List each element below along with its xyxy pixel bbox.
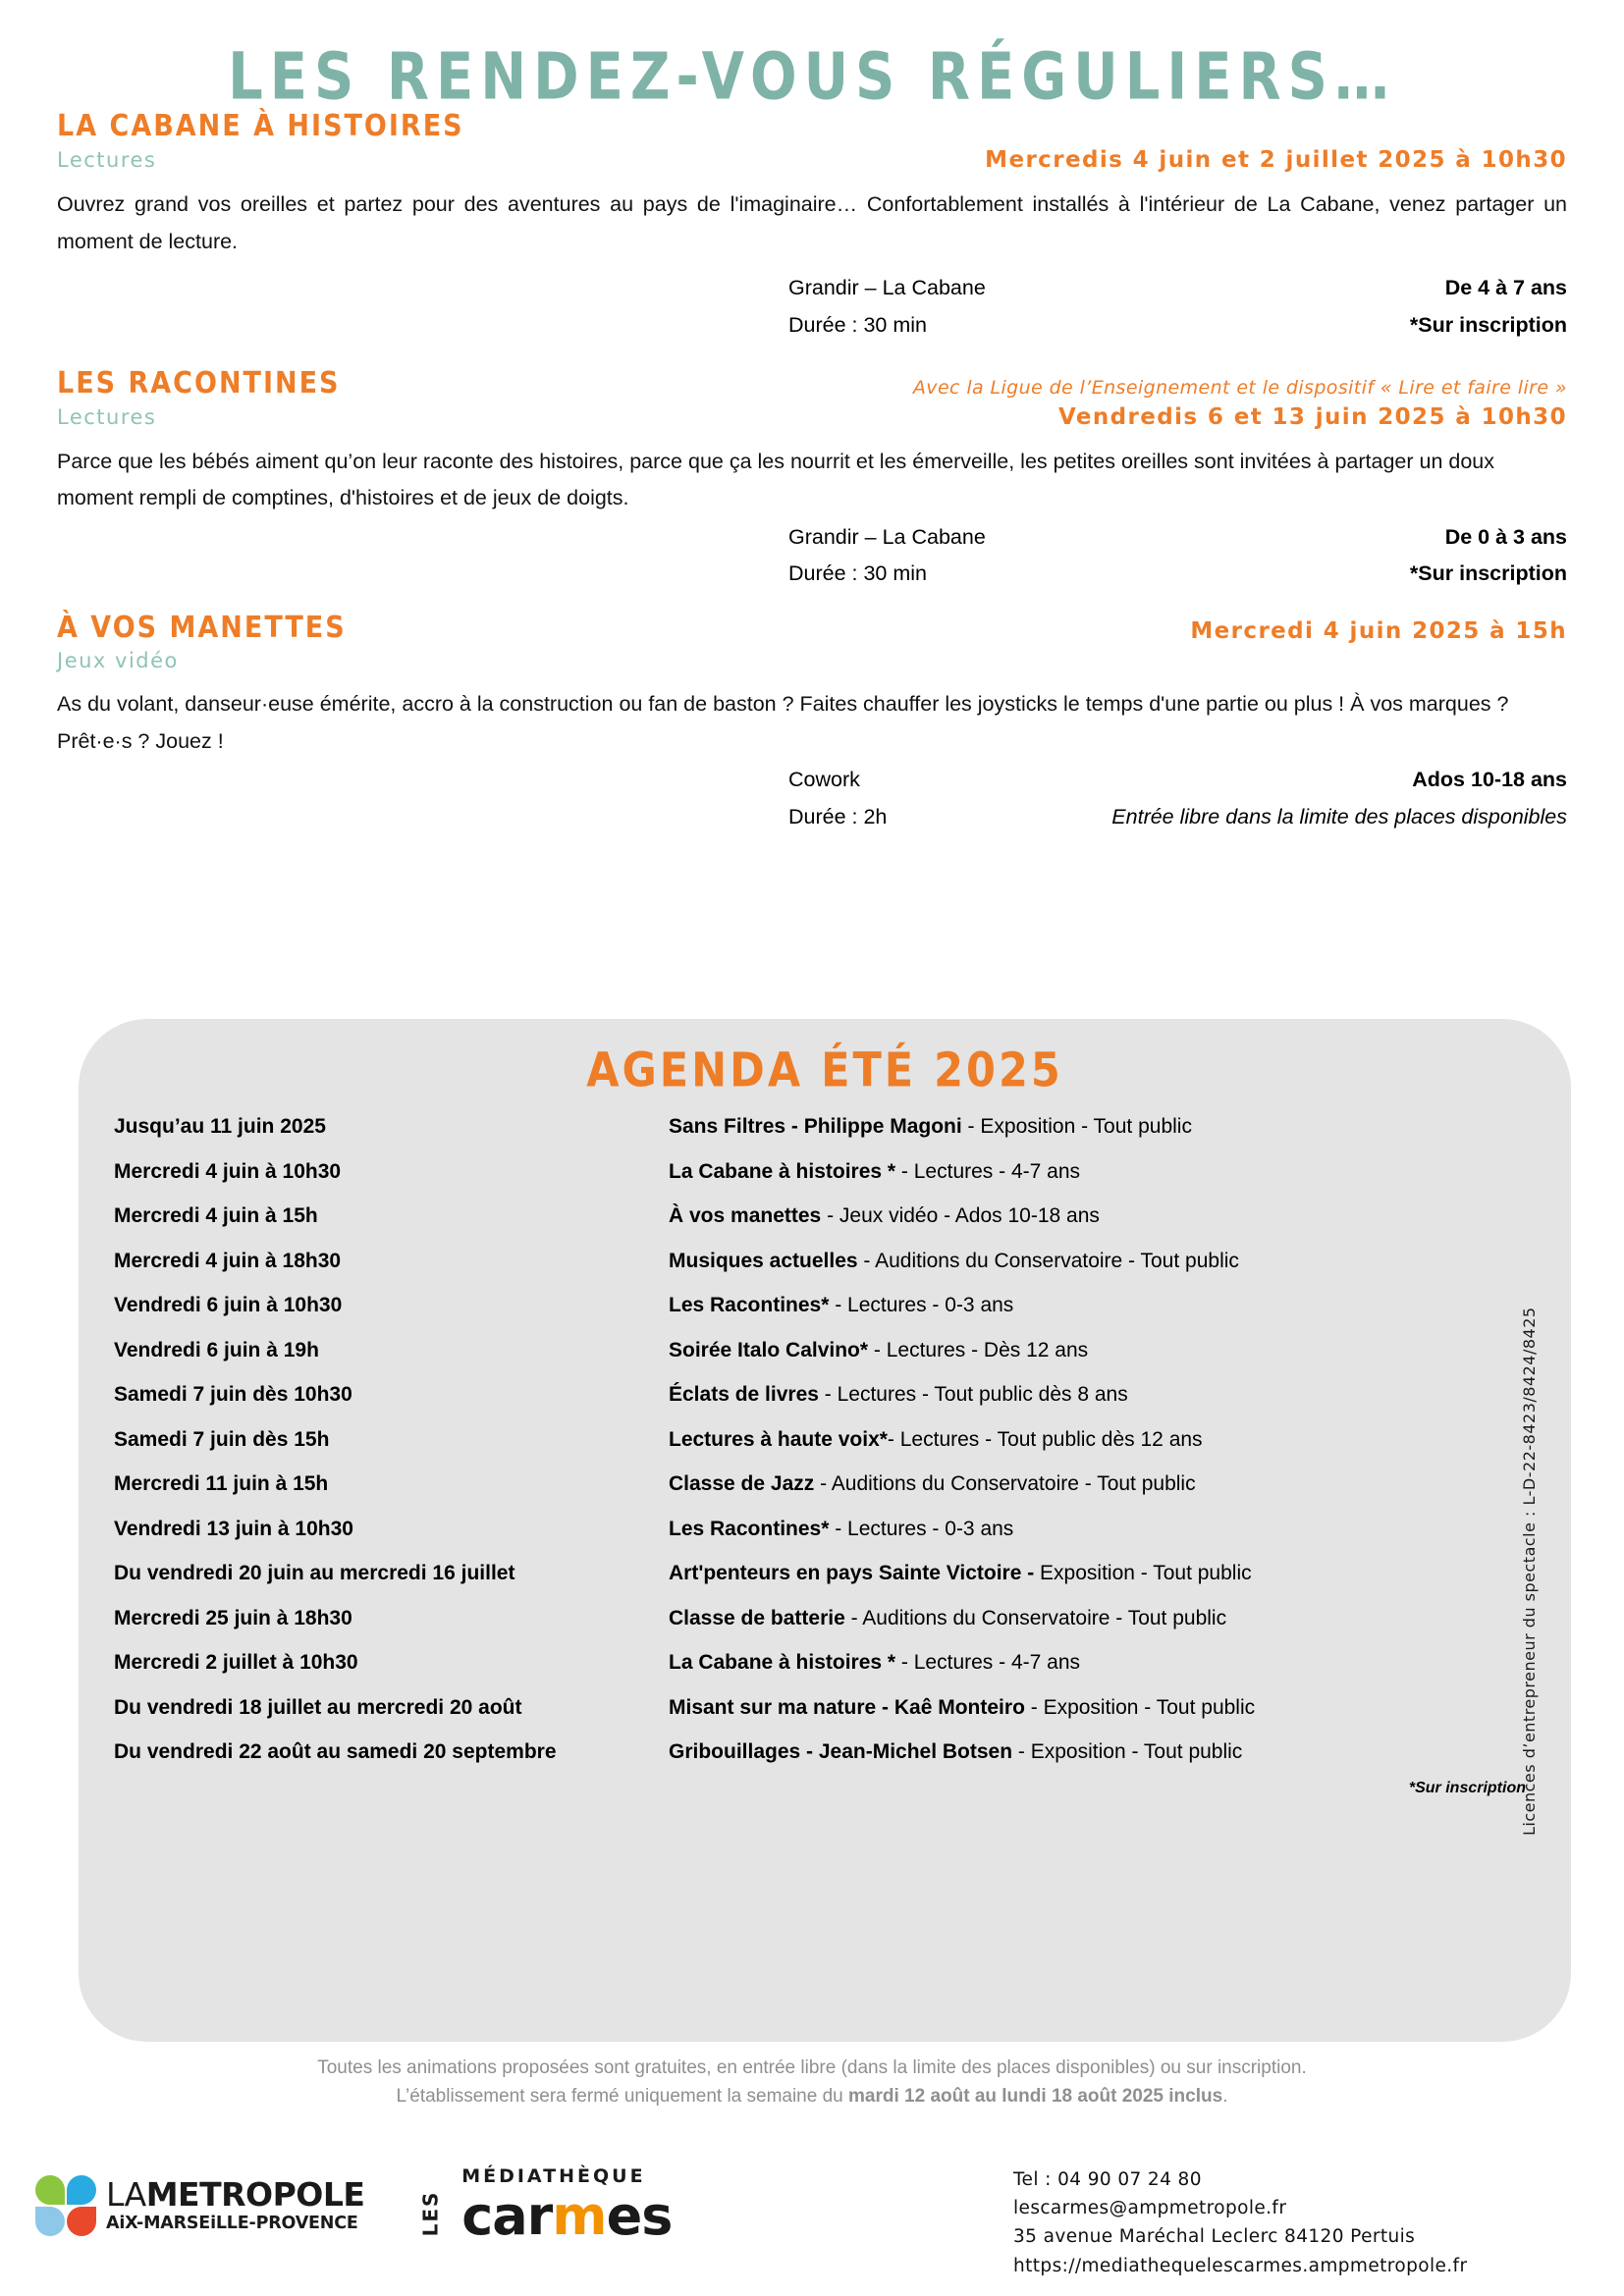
footer-logos xyxy=(35,2165,673,2247)
agenda-row-event-detail: - Lectures - Tout public dès 8 ans xyxy=(818,1383,1128,1406)
agenda-row xyxy=(114,1428,1542,1452)
section-meta-cabane xyxy=(57,270,1567,344)
metropole-la: LA xyxy=(106,2174,146,2214)
contact-website[interactable]: https://mediathequelescarmes.ampmetropole.fr xyxy=(1013,2255,1468,2276)
agenda-row-event-detail: - Auditions du Conservatoire - Tout public xyxy=(814,1472,1196,1495)
agenda-row-description xyxy=(669,1607,1542,1630)
section-type-racontines: Lectures xyxy=(57,404,157,429)
disclaimer-block xyxy=(0,2054,1624,2111)
agenda-row-event-name: Misant sur ma nature - Kaê Monteiro xyxy=(669,1695,1025,1719)
agenda-row-event-detail: - Auditions du Conservatoire - Tout public xyxy=(844,1606,1227,1629)
section-title-racontines: LES RACONTINES xyxy=(57,365,341,400)
agenda-row xyxy=(114,1383,1542,1407)
agenda-row-description xyxy=(669,1160,1542,1184)
agenda-row-event-detail: - Auditions du Conservatoire - Tout public xyxy=(857,1249,1239,1272)
agenda-row-event-detail: - Exposition - Tout public xyxy=(1024,1695,1256,1719)
meta-line-place xyxy=(57,762,1567,799)
section-title-manettes: À VOS MANETTES xyxy=(57,611,347,645)
meta-line-duration xyxy=(57,307,1567,345)
meta-line-duration xyxy=(57,556,1567,593)
agenda-row-event-name: Soirée Italo Calvino* xyxy=(669,1338,869,1362)
section-audience-cabane: De 4 à 7 ans xyxy=(1444,276,1567,300)
section-head-row xyxy=(57,109,1567,143)
agenda-row xyxy=(114,1607,1542,1630)
agenda-row-event-name: Éclats de livres xyxy=(669,1383,819,1406)
section-body-manettes: As du volant, danseur·euse émérite, accro à la construction ou fan de baston ? Faites chauffer les joysticks le temps d'une partie ou plus ! À vos marques ? Prêt·e·s ? Jouez ! xyxy=(57,692,1509,753)
agenda-row-event-detail: - Lectures - 4-7 ans xyxy=(895,1651,1081,1674)
agenda-row-event-detail: - Lectures - 0-3 ans xyxy=(829,1294,1014,1316)
section-duration-cabane: Durée : 30 min xyxy=(788,312,928,337)
agenda-row-event-name: Les Racontines* xyxy=(669,1294,830,1316)
section-sub-row xyxy=(57,404,1567,430)
carmes-les-label: LES xyxy=(418,2190,443,2237)
agenda-row-date: Du vendredi 20 juin au mercredi 16 juillet xyxy=(114,1562,515,1584)
agenda-row xyxy=(114,1115,1542,1139)
agenda-row-date: Mercredi 4 juin à 10h30 xyxy=(114,1159,342,1183)
section-place-cabane: Grandir – La Cabane xyxy=(788,276,986,300)
section-meta-manettes xyxy=(57,762,1567,835)
section-head-row xyxy=(57,365,1567,400)
disclaimer-closure-dates: mardi 12 août au lundi 18 août 2025 inclus xyxy=(848,2086,1223,2108)
agenda-row-date: Samedi 7 juin dès 10h30 xyxy=(114,1383,352,1406)
section-type-cabane: Lectures xyxy=(57,148,157,172)
agenda-row-description xyxy=(669,1383,1542,1407)
agenda-row-event-name: Sans Filtres - Philippe Magoni xyxy=(669,1115,962,1138)
agenda-row-description xyxy=(669,1250,1542,1273)
agenda-registration-note: *Sur inscription xyxy=(1408,1779,1526,1796)
carmes-part-m: m xyxy=(552,2185,607,2247)
agenda-row-date: Mercredi 4 juin à 15h xyxy=(114,1204,318,1227)
carmes-name xyxy=(461,2185,673,2247)
agenda-row-description xyxy=(669,1518,1542,1541)
meta-line-place xyxy=(57,519,1567,557)
metropole-region: AiX-MARSEiLLE-PROVENCE xyxy=(106,2213,358,2233)
agenda-row-event-name: Classe de Jazz xyxy=(669,1472,815,1495)
agenda-row-description xyxy=(669,1562,1542,1585)
agenda-row-date: Du vendredi 18 juillet au mercredi 20 août xyxy=(114,1695,522,1719)
rendezvous-section-cabane xyxy=(57,109,1567,345)
agenda-row xyxy=(114,1696,1542,1720)
disclaimer-prefix: L’établissement sera fermé uniquement la semaine du xyxy=(396,2086,849,2108)
section-body-cabane: Ouvrez grand vos oreilles et partez pour des aventures au pays de l'imaginaire… Confortablement installés à l'intérieur de La Cabane, venez partager un moment de lecture. xyxy=(57,192,1567,253)
agenda-row-date: Jusqu’au 11 juin 2025 xyxy=(114,1115,326,1138)
agenda-row xyxy=(114,1651,1542,1675)
agenda-row xyxy=(114,1740,1542,1764)
section-registration-cabane: *Sur inscription xyxy=(1409,312,1567,337)
section-sub-row xyxy=(57,649,1567,672)
agenda-row-event-name: Art'penteurs en pays Sainte Victoire - xyxy=(669,1562,1035,1584)
agenda-row-description xyxy=(669,1115,1542,1139)
agenda-row-event-detail: - Exposition - Tout public xyxy=(1012,1740,1243,1763)
carmes-mediatheque-label: MÉDIATHÈQUE xyxy=(461,2165,646,2187)
agenda-row-date: Samedi 7 juin dès 15h xyxy=(114,1427,330,1451)
agenda-row-date: Mercredi 11 juin à 15h xyxy=(114,1472,329,1495)
licence-text: Licences d’entrepreneur du spectacle : L-D-22-8423/8424/8425 xyxy=(1520,1307,1539,1836)
section-date-cabane: Mercredis 4 juin et 2 juillet 2025 à 10h30 xyxy=(985,147,1567,173)
agenda-row-event-name: Classe de batterie xyxy=(669,1606,845,1629)
rendezvous-section-racontines xyxy=(57,365,1567,594)
section-registration-racontines: *Sur inscription xyxy=(1409,561,1567,586)
section-place-manettes: Cowork xyxy=(788,768,860,792)
metropole-mark-red xyxy=(67,2207,96,2236)
agenda-row xyxy=(114,1160,1542,1184)
agenda-row-date: Du vendredi 22 août au samedi 20 septembre xyxy=(114,1740,557,1763)
agenda-row-event-detail: Exposition - Tout public xyxy=(1034,1562,1252,1584)
carmes-wordmark xyxy=(461,2165,673,2247)
section-date-racontines: Vendredis 6 et 13 juin 2025 à 10h30 xyxy=(1057,403,1567,430)
section-title-cabane: LA CABANE À HISTOIRES xyxy=(57,109,464,143)
agenda-row-event-detail: - Lectures - 4-7 ans xyxy=(895,1159,1081,1183)
disclaimer-line-2 xyxy=(0,2082,1624,2110)
metropole-mark-lightblue xyxy=(35,2207,65,2236)
agenda-row-description xyxy=(669,1696,1542,1720)
agenda-row xyxy=(114,1294,1542,1317)
carmes-part-es: es xyxy=(606,2185,673,2247)
agenda-row-description xyxy=(669,1740,1542,1764)
contact-email[interactable]: lescarmes@ampmetropole.fr xyxy=(1013,2198,1287,2219)
agenda-row-date: Vendredi 6 juin à 19h xyxy=(114,1338,319,1362)
agenda-row-event-name: La Cabane à histoires * xyxy=(669,1651,896,1674)
section-partner-racontines: Avec la Ligue de l’Enseignement et le dispositif « Lire et faire lire » xyxy=(912,376,1567,399)
agenda-row-event-detail: - Lectures - Tout public dès 12 ans xyxy=(887,1427,1203,1451)
agenda-row-date: Mercredi 4 juin à 18h30 xyxy=(114,1249,342,1272)
section-registration-manettes: Entrée libre dans la limite des places disponibles xyxy=(1111,804,1567,828)
metropole-mark-blue xyxy=(67,2175,96,2205)
agenda-row-description xyxy=(669,1339,1542,1362)
agenda-row xyxy=(114,1472,1542,1496)
agenda-row-date: Vendredi 13 juin à 10h30 xyxy=(114,1517,353,1540)
agenda-row xyxy=(114,1339,1542,1362)
agenda-row-date: Mercredi 25 juin à 18h30 xyxy=(114,1606,352,1629)
agenda-row xyxy=(114,1562,1542,1585)
agenda-row-event-name: Musiques actuelles xyxy=(669,1249,858,1272)
agenda-row-event-name: Les Racontines* xyxy=(669,1517,830,1540)
agenda-row-description xyxy=(669,1204,1542,1228)
section-body-racontines: Parce que les bébés aiment qu’on leur raconte des histoires, parce que ça les nourrit et les émerveille, les petites oreilles sont invitées à partager un doux moment rempli de comptines, d'histoires et de jeux de doigts. xyxy=(57,449,1495,510)
metropole-mark-icon xyxy=(35,2175,96,2236)
rendezvous-section-manettes xyxy=(57,611,1567,836)
contact-address: 35 avenue Maréchal Leclerc 84120 Pertuis xyxy=(1013,2226,1416,2248)
agenda-list xyxy=(79,1115,1571,1764)
agenda-row xyxy=(114,1518,1542,1541)
agenda-title: AGENDA ÉTÉ 2025 xyxy=(586,1042,1063,1098)
section-place-racontines: Grandir – La Cabane xyxy=(788,524,986,549)
meta-line-duration xyxy=(57,799,1567,836)
contact-phone: Tel : 04 90 07 24 80 xyxy=(1013,2169,1202,2190)
agenda-row-event-name: Gribouillages - Jean-Michel Botsen xyxy=(669,1740,1013,1763)
agenda-row-event-name: Lectures à haute voix* xyxy=(669,1427,888,1451)
agenda-panel xyxy=(79,1019,1571,2042)
section-date-manettes: Mercredi 4 juin 2025 à 15h xyxy=(1190,618,1567,644)
section-audience-racontines: De 0 à 3 ans xyxy=(1444,524,1567,549)
metropole-wordmark xyxy=(106,2174,365,2233)
carmes-logo xyxy=(407,2165,673,2247)
agenda-row-description xyxy=(669,1294,1542,1317)
agenda-row-event-detail: - Lectures - Dès 12 ans xyxy=(868,1338,1089,1362)
agenda-row xyxy=(114,1204,1542,1228)
metropole-logo xyxy=(35,2175,364,2236)
section-head-row xyxy=(57,611,1567,645)
metropole-mark-green xyxy=(35,2175,65,2205)
agenda-row-event-detail: - Exposition - Tout public xyxy=(961,1115,1192,1138)
page-title: LES RENDEZ-VOUS RÉGULIERS… xyxy=(228,39,1396,115)
agenda-row-date: Vendredi 6 juin à 10h30 xyxy=(114,1294,343,1316)
disclaimer-suffix: . xyxy=(1222,2086,1228,2108)
section-sub-row xyxy=(57,147,1567,173)
disclaimer-line-1: Toutes les animations proposées sont gratuites, en entrée libre (dans la limite des places disponibles) ou sur inscription. xyxy=(317,2057,1307,2078)
footer xyxy=(0,2160,1624,2287)
agenda-row-description xyxy=(669,1651,1542,1675)
agenda-row-description xyxy=(669,1472,1542,1496)
section-duration-manettes: Durée : 2h xyxy=(788,804,888,828)
contact-block xyxy=(1013,2165,1467,2280)
agenda-row-date: Mercredi 2 juillet à 10h30 xyxy=(114,1651,358,1674)
licence-vertical-text xyxy=(1520,579,1539,1836)
metropole-name xyxy=(106,2174,365,2214)
section-meta-racontines xyxy=(57,519,1567,593)
carmes-part-car: car xyxy=(461,2185,553,2247)
agenda-row-event-detail: - Jeux vidéo - Ados 10-18 ans xyxy=(821,1204,1100,1227)
agenda-row-description xyxy=(669,1428,1542,1452)
section-type-manettes: Jeux vidéo xyxy=(57,649,179,672)
agenda-row-event-detail: - Lectures - 0-3 ans xyxy=(829,1517,1014,1540)
meta-line-place xyxy=(57,270,1567,307)
agenda-row-event-name: À vos manettes xyxy=(669,1204,822,1227)
section-duration-racontines: Durée : 30 min xyxy=(788,561,928,586)
agenda-row xyxy=(114,1250,1542,1273)
agenda-row-event-name: La Cabane à histoires * xyxy=(669,1159,896,1183)
section-audience-manettes: Ados 10-18 ans xyxy=(1412,768,1567,792)
metropole-metropole: METROPOLE xyxy=(145,2174,365,2214)
